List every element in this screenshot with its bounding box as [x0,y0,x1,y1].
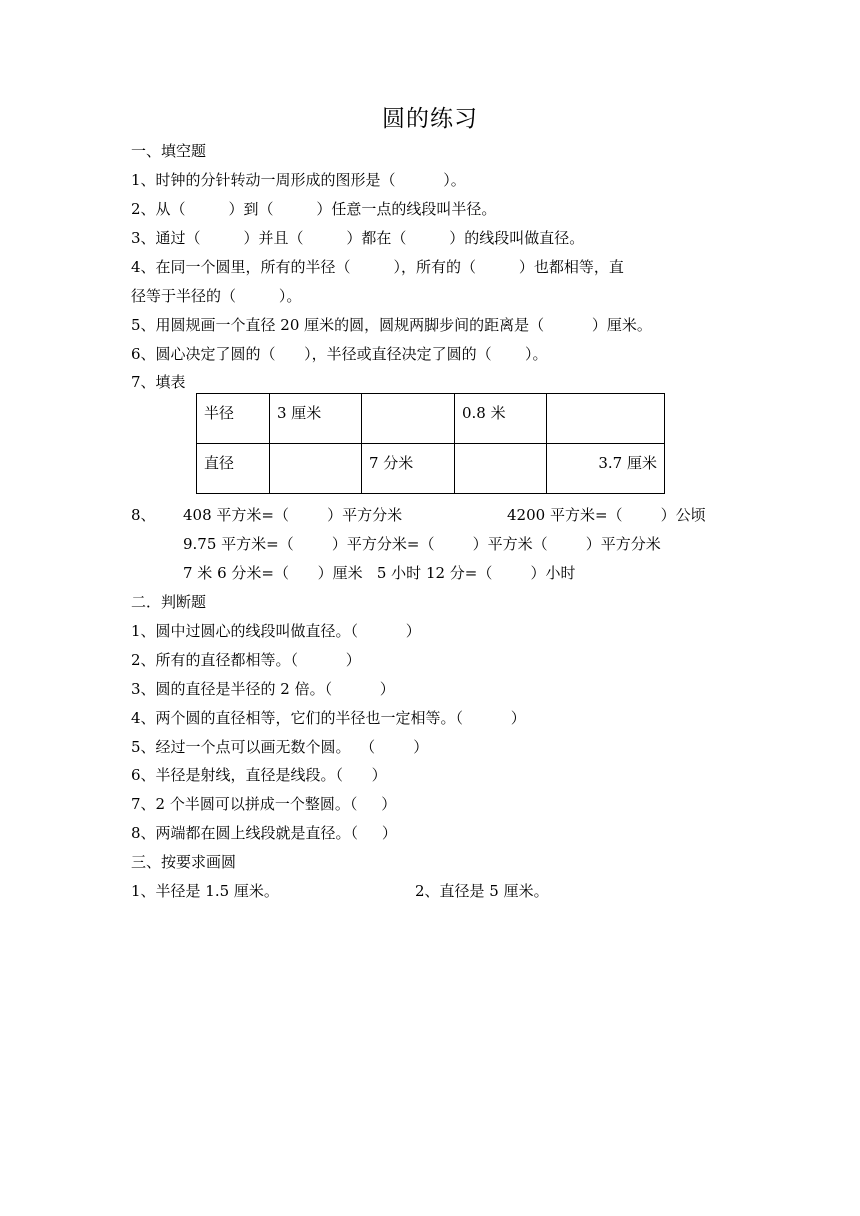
judge-item-8: 8、两端都在圆上线段就是直径。（ ） [131,824,397,842]
question-6: 6、圆心决定了圆的（ ），半径或直径决定了圆的（ ）。 [131,345,548,363]
table-cell: 0.8 米 [455,394,547,444]
question-4-line-2: 径等于半径的（ ）。 [131,287,302,305]
question-5: 5、用圆规画一个直径 20 厘米的圆，圆规两脚步间的距离是（ ）厘米。 [131,316,652,334]
judge-item-1: 1、圆中过圆心的线段叫做直径。（ ） [131,622,421,640]
judge-item-7: 7、2 个半圆可以拼成一个整圆。（ ） [131,795,397,813]
question-8-part-c: 9.75 平方米=（ ）平方分米=（ ）平方米（ ）平方分米 [183,535,661,553]
table-cell: 3 厘米 [270,394,362,444]
judge-item-6: 6、半径是射线，直径是线段。（ ） [131,766,387,784]
draw-item-1: 1、半径是 1.5 厘米。 [131,882,279,900]
question-8-part-b: 4200 平方米=（ ）公顷 [507,506,706,524]
table-cell: 直径 [197,444,270,494]
draw-item-2: 2、直径是 5 厘米。 [415,882,549,900]
table-row [197,444,665,494]
judge-item-5: 5、经过一个点可以画无数个圆。 （ ） [131,738,429,756]
question-1: 1、时钟的分针转动一周形成的图形是（ ）。 [131,171,466,189]
page-title: 圆的练习 [382,106,478,132]
table-cell [455,444,547,494]
table-cell: 半径 [197,394,270,444]
section-heading-true-false: 二．判断题 [131,593,207,611]
question-7: 7、填表 [131,373,186,391]
table-row [197,394,665,444]
question-8-number: 8、 [131,506,156,524]
question-8-part-d: 7 米 6 分米=（ ）厘米 5 小时 12 分=（ ）小时 [183,564,576,582]
judge-item-4: 4、两个圆的直径相等，它们的半径也一定相等。（ ） [131,709,526,727]
question-3: 3、通过（ ）并且（ ）都在（ ）的线段叫做直径。 [131,229,585,247]
section-heading-draw-circle: 三、按要求画圆 [131,853,237,871]
table-cell [547,394,665,444]
table-cell: 7 分米 [362,444,455,494]
question-8-part-a: 408 平方米=（ ）平方分米 [183,506,403,524]
table-cell: 3.7 厘米 [547,444,665,494]
section-heading-fill-blank: 一、填空题 [131,142,207,160]
question-2: 2、从（ ）到（ ）任意一点的线段叫半径。 [131,200,497,218]
judge-item-2: 2、所有的直径都相等。（ ） [131,651,361,669]
fill-table [196,393,665,494]
judge-item-3: 3、圆的直径是半径的 2 倍。（ ） [131,680,395,698]
question-4-line-1: 4、在同一个圆里，所有的半径（ ），所有的（ ）也都相等，直 [131,258,624,276]
table-cell [362,394,455,444]
table-cell [270,444,362,494]
